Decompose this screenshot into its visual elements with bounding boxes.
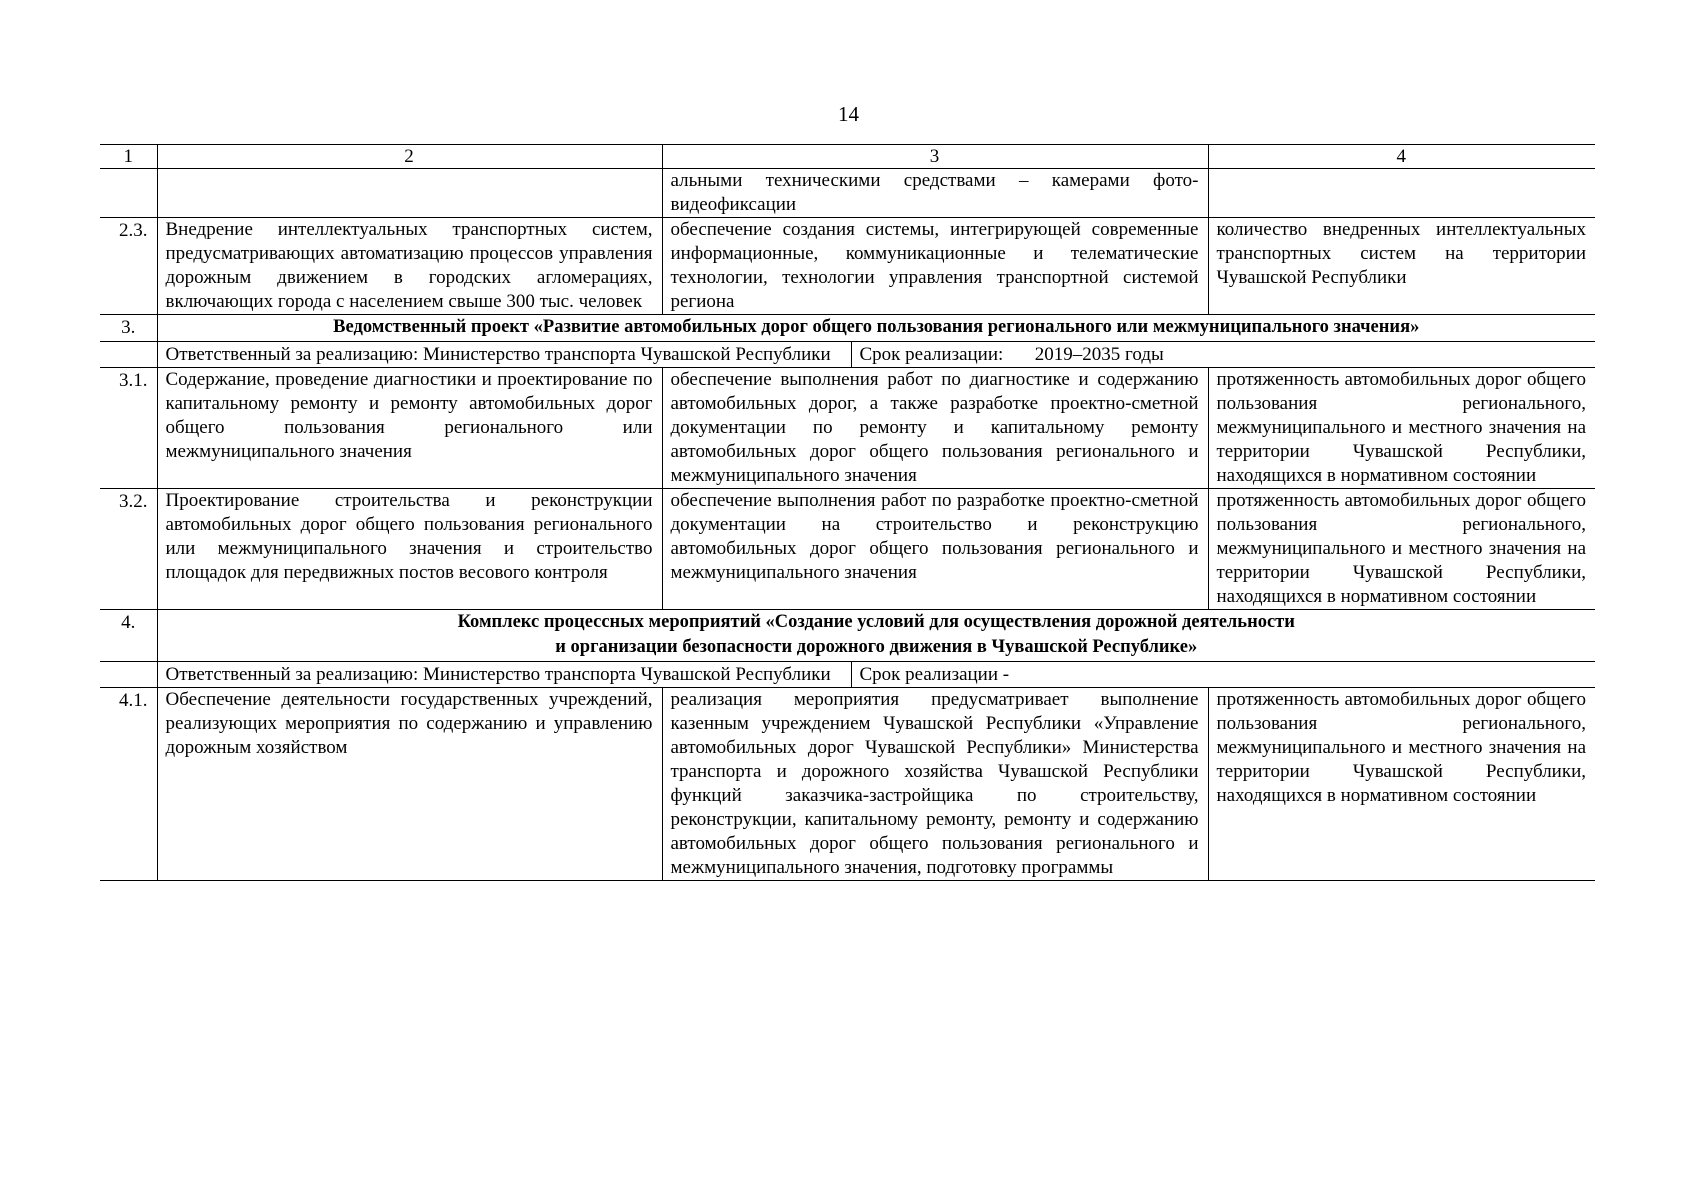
section-3-title-row	[100, 315, 1595, 342]
header-col-4: 4	[1208, 145, 1595, 169]
term-label: Срок реализации -	[859, 663, 1010, 685]
header-col-3: 3	[662, 145, 1208, 169]
row-number: 3.2.	[100, 488, 157, 609]
row-col-2: Содержание, проведение диагностики и проектирование по капитальному ремонту и ремонту автомобильных дорог общего пользования регионального или межмуниципального значения	[157, 367, 662, 488]
term-cell	[851, 341, 1595, 367]
row-col-3: реализация мероприятия предусматривает выполнение казенным учреждением Чувашской Республики «Управление автомобильных дорог Чувашской Республики» Министерства транспорта и дорожного хозяйства Чувашской Республики функций заказчика-застройщика по строительству, реконструкции, капитальному ремонту, ремонту и содержанию автомобильных дорог общего пользования регионального и межмуниципального значения, подготовку программы	[662, 687, 1208, 880]
table-row-3-1	[100, 367, 1595, 488]
responsible-text: Ответственный за реализацию: Министерство транспорта Чувашской Республики	[157, 341, 851, 367]
table-row-2-3	[100, 218, 1595, 315]
row-number: 3.1.	[100, 367, 157, 488]
section-title-line-2: и организации безопасности дорожного движения в Чувашской Республике»	[555, 637, 1198, 657]
row-col-4: протяженность автомобильных дорог общего пользования регионального, межмуниципального и местного значения на территории Чувашской Республики, находящихся в нормативном состоянии	[1208, 488, 1595, 609]
section-title	[157, 609, 1595, 661]
row-col-4: количество внедренных интеллектуальных транспортных систем на территории Чувашской Республики	[1208, 218, 1595, 315]
section-number: 3.	[100, 315, 157, 342]
section-4-title-row	[100, 609, 1595, 661]
row-col-3: альными техническими средствами – камерами фото-видеофиксации	[662, 169, 1208, 218]
row-col-4: протяженность автомобильных дорог общего пользования регионального, межмуниципального и местного значения на территории Чувашской Республики, находящихся в нормативном состоянии	[1208, 367, 1595, 488]
row-number: 4.1.	[100, 687, 157, 880]
row-col-2: Внедрение интеллектуальных транспортных систем, предусматривающих автоматизацию процессов управления дорожным движением в городских агломерациях, включающих города с населением свыше 300 тыс. человек	[157, 218, 662, 315]
term-label: Срок реализации:	[859, 343, 1004, 365]
header-col-2: 2	[157, 145, 662, 169]
row-col-2: Проектирование строительства и реконструкции автомобильных дорог общего пользования регионального или межмуниципального значения и строительство площадок для передвижных постов весового контроля	[157, 488, 662, 609]
row-col-3: обеспечение создания системы, интегрирующей современные информационные, коммуникационные и телематические технологии, технологии управления транспортной системой региона	[662, 218, 1208, 315]
row-col-4	[1208, 169, 1595, 218]
section-number: 4.	[100, 609, 157, 661]
row-number	[100, 169, 157, 218]
table-row-4-1	[100, 687, 1595, 880]
row-number: 2.3.	[100, 218, 157, 315]
measures-table	[100, 144, 1595, 881]
table-header-row	[100, 145, 1595, 169]
row-number	[100, 661, 157, 687]
term-cell	[851, 661, 1595, 687]
section-title: Ведомственный проект «Развитие автомобильных дорог общего пользования регионального или межмуниципального значения»	[157, 315, 1595, 342]
table-row-continuation	[100, 169, 1595, 218]
row-col-3: обеспечение выполнения работ по диагностике и содержанию автомобильных дорог, а также разработке проектно-сметной документации по ремонту и капитальному ремонту автомобильных дорог общего пользования регионального и межмуниципального значения	[662, 367, 1208, 488]
table-row-3-2	[100, 488, 1595, 609]
section-4-responsible-row	[100, 661, 1595, 687]
header-col-1: 1	[100, 145, 157, 169]
row-col-2: Обеспечение деятельности государственных учреждений, реализующих мероприятия по содержанию и управлению дорожным хозяйством	[157, 687, 662, 880]
term-value: 2019–2035 годы	[1034, 343, 1164, 365]
section-3-responsible-row	[100, 341, 1595, 367]
page-number: 14	[838, 102, 859, 126]
section-title-line-1: Комплекс процессных мероприятий «Создание условий для осуществления дорожной деятельности	[457, 611, 1295, 632]
row-col-4: протяженность автомобильных дорог общего пользования регионального, межмуниципального и местного значения на территории Чувашской Республики, находящихся в нормативном состоянии	[1208, 687, 1595, 880]
row-col-2	[157, 169, 662, 218]
row-number	[100, 341, 157, 367]
row-col-3: обеспечение выполнения работ по разработке проектно-сметной документации на строительство и реконструкцию автомобильных дорог общего пользования регионального и межмуниципального значения	[662, 488, 1208, 609]
responsible-text: Ответственный за реализацию: Министерство транспорта Чувашской Республики	[157, 661, 851, 687]
